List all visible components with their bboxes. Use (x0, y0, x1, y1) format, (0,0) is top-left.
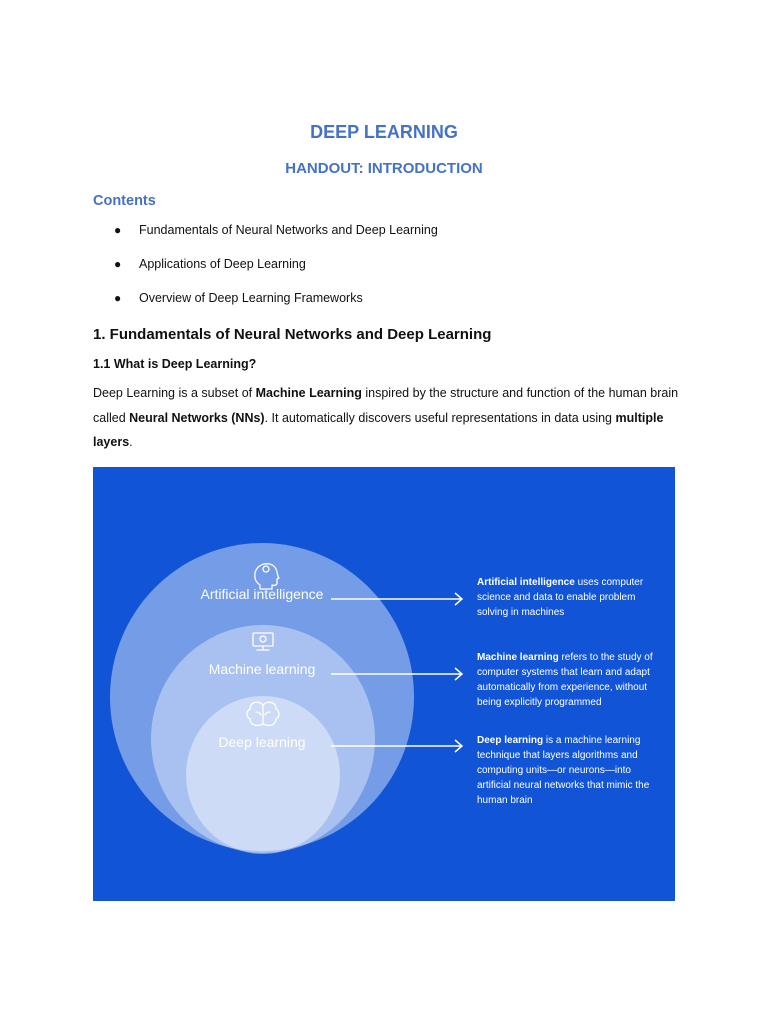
ai-description-line: uses computer (577, 577, 644, 588)
paragraph-text: . It automatically discovers useful representations in data using (264, 410, 616, 425)
term-machine-learning: Machine Learning (255, 386, 362, 400)
dl-description-line: technique that layers algorithms and (477, 750, 638, 761)
svg-text:Machine learning refers to the (477, 652, 653, 663)
subsection-heading: 1.1 What is Deep Learning? (93, 357, 257, 371)
svg-text:Artificial intelligence uses c (477, 577, 644, 588)
contents-item-label: Applications of Deep Learning (139, 257, 306, 271)
paragraph-text: Deep Learning is a subset of (93, 386, 256, 400)
contents-heading: Contents (93, 193, 156, 209)
term-multiple-layers: multiple layers (93, 410, 664, 449)
ai-description-line: science and data to enable problem (477, 592, 636, 603)
ai-description-term: Artificial intelligence (477, 577, 575, 588)
section-heading: 1. Fundamentals of Neural Networks and Deep Learning (93, 326, 492, 343)
bullet-icon: ● (114, 291, 122, 305)
intro-paragraph (93, 381, 683, 455)
dl-description-line: is a machine learning (545, 735, 641, 746)
ai-description-line: solving in machines (477, 607, 565, 618)
paragraph-text: inspired by the structure and function of the human brain called (93, 386, 679, 425)
venn-diagram (93, 467, 675, 901)
ml-circle-label: Machine learning (208, 661, 316, 677)
dl-description-line: artificial neural networks that mimic the (477, 780, 650, 791)
dl-description-line: human brain (477, 795, 533, 806)
ai-circle-label: Artificial intelligence (200, 586, 324, 602)
ml-description-line: computer systems that learn and adapt (477, 667, 650, 678)
bullet-icon: ● (114, 223, 122, 237)
svg-text:Deep learning is a machine lea (477, 735, 640, 746)
ai-ml-dl-figure (93, 467, 675, 901)
dl-description-line: computing units—or neurons—into (477, 765, 631, 776)
paragraph-text: . (129, 435, 133, 449)
document-title: DEEP LEARNING (310, 122, 458, 142)
ml-description-line: being explicitly programmed (477, 697, 602, 708)
bullet-icon: ● (114, 257, 122, 271)
contents-item-label: Fundamentals of Neural Networks and Deep Learning (139, 223, 438, 237)
ml-description-line: automatically from experience, without (477, 682, 648, 693)
document-subtitle: HANDOUT: INTRODUCTION (285, 160, 483, 177)
term-neural-networks: Neural Networks (NNs) (129, 410, 265, 425)
ml-description-term: Machine learning (477, 652, 559, 663)
dl-circle-label: Deep learning (218, 734, 306, 750)
contents-item-label: Overview of Deep Learning Frameworks (139, 291, 363, 305)
dl-description-term: Deep learning (477, 735, 544, 746)
ml-description-line: refers to the study of (561, 652, 653, 663)
